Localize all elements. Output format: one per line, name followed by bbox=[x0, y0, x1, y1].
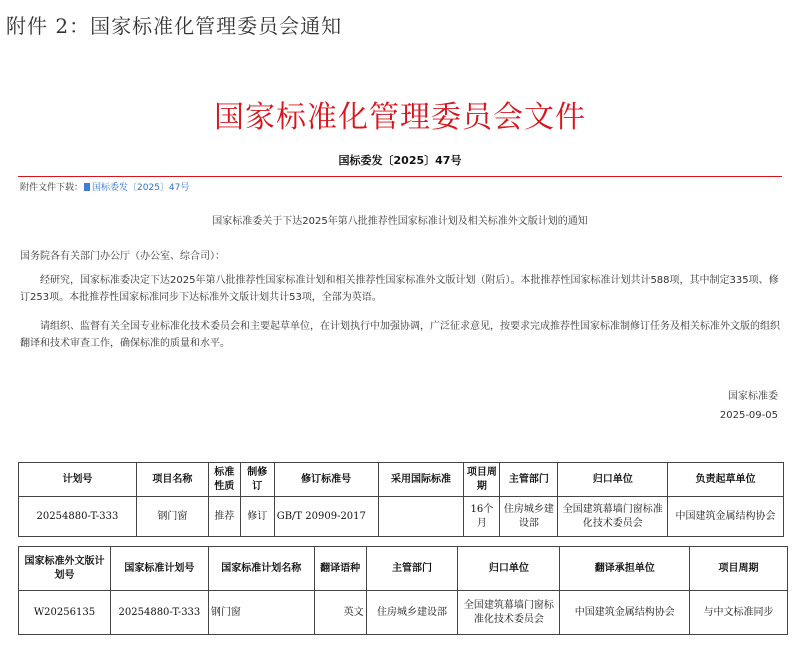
column-header: 归口单位 bbox=[558, 463, 668, 497]
column-header: 负责起草单位 bbox=[668, 463, 784, 497]
table-cell: 与中文标准同步 bbox=[690, 591, 788, 635]
download-link[interactable]: 国标委发〔2025〕47号 bbox=[92, 183, 190, 193]
attachment-title: 附件 2：国家标准化管理委员会通知 bbox=[6, 14, 343, 38]
notice-title: 国家标准委关于下达2025年第八批推荐性国家标准计划及相关标准外文版计划的通知 bbox=[212, 216, 588, 227]
column-header: 翻译承担单位 bbox=[560, 547, 690, 591]
column-header: 修订标准号 bbox=[274, 463, 378, 497]
table-cell: 中国建筑金属结构协会 bbox=[668, 497, 784, 537]
table-cell: 20254880-T-333 bbox=[19, 497, 137, 537]
table-cell: 住房城乡建设部 bbox=[500, 497, 558, 537]
column-header: 归口单位 bbox=[458, 547, 560, 591]
column-header: 项目周期 bbox=[464, 463, 500, 497]
paragraph-2: 请组织、监督有关全国专业标准化技术委员会和主要起草单位，在计划执行中加强协调，广泛征求意见，按要求完成推荐性国家标准制修订任务及相关标准外文版的组织翻译和技术审查工作，确保标准的质量和水平。 bbox=[20, 321, 780, 349]
table-cell: 20254880-T-333 bbox=[110, 591, 208, 635]
table-cell: GB/T 20909-2017 bbox=[274, 497, 378, 537]
column-header: 采用国际标准 bbox=[378, 463, 464, 497]
table-cell bbox=[378, 497, 464, 537]
column-header: 翻译语种 bbox=[314, 547, 366, 591]
foreign-version-plan-table bbox=[18, 546, 788, 635]
column-header: 国家标准外文版计划号 bbox=[19, 547, 111, 591]
column-header: 主管部门 bbox=[500, 463, 558, 497]
table-header-row bbox=[19, 547, 788, 591]
download-label: 附件文件下载： bbox=[20, 183, 84, 193]
table-cell: 全国建筑幕墙门窗标准化技术委员会 bbox=[558, 497, 668, 537]
table-cell: 中国建筑金属结构协会 bbox=[560, 591, 690, 635]
table-cell: 修订 bbox=[240, 497, 274, 537]
table-cell: 全国建筑幕墙门窗标准化技术委员会 bbox=[458, 591, 560, 635]
file-icon bbox=[84, 183, 90, 191]
column-header: 制修订 bbox=[240, 463, 274, 497]
issue-date: 2025-09-05 bbox=[719, 410, 778, 421]
table-cell: 钢门窗 bbox=[136, 497, 208, 537]
header-divider bbox=[18, 176, 782, 177]
column-header: 计划号 bbox=[19, 463, 137, 497]
table-row bbox=[19, 591, 788, 635]
paragraph-1: 经研究，国家标准委决定下达2025年第八批推荐性国家标准计划和相关推荐性国家标准外文版计划（附后）。本批推荐性国家标准计划共计588项，其中制定335项、修订253项。本批推荐性国家标准同步下达标准外文版计划共计53项，全部为英语。 bbox=[20, 275, 779, 303]
table-cell: W20256135 bbox=[19, 591, 111, 635]
table-cell: 住房城乡建设部 bbox=[366, 591, 458, 635]
table-header-row bbox=[19, 463, 784, 497]
table-cell: 钢门窗 bbox=[208, 591, 314, 635]
addressee: 国务院各有关部门办公厅（办公室、综合司）： bbox=[20, 251, 225, 262]
table-cell: 推荐 bbox=[208, 497, 240, 537]
download-row bbox=[20, 180, 189, 193]
column-header: 国家标准计划号 bbox=[110, 547, 208, 591]
column-header: 主管部门 bbox=[366, 547, 458, 591]
signer: 国家标准委 bbox=[728, 391, 778, 402]
table-cell: 16个月 bbox=[464, 497, 500, 537]
column-header: 标准性质 bbox=[208, 463, 240, 497]
column-header: 项目周期 bbox=[690, 547, 788, 591]
standard-plan-table bbox=[18, 462, 784, 537]
column-header: 项目名称 bbox=[136, 463, 208, 497]
table-cell: 英文 bbox=[314, 591, 366, 635]
column-header: 国家标准计划名称 bbox=[208, 547, 314, 591]
table-row bbox=[19, 497, 784, 537]
document-header: 国家标准化管理委员会文件 bbox=[214, 100, 586, 135]
document-number: 国标委发〔2025〕47号 bbox=[338, 154, 462, 167]
